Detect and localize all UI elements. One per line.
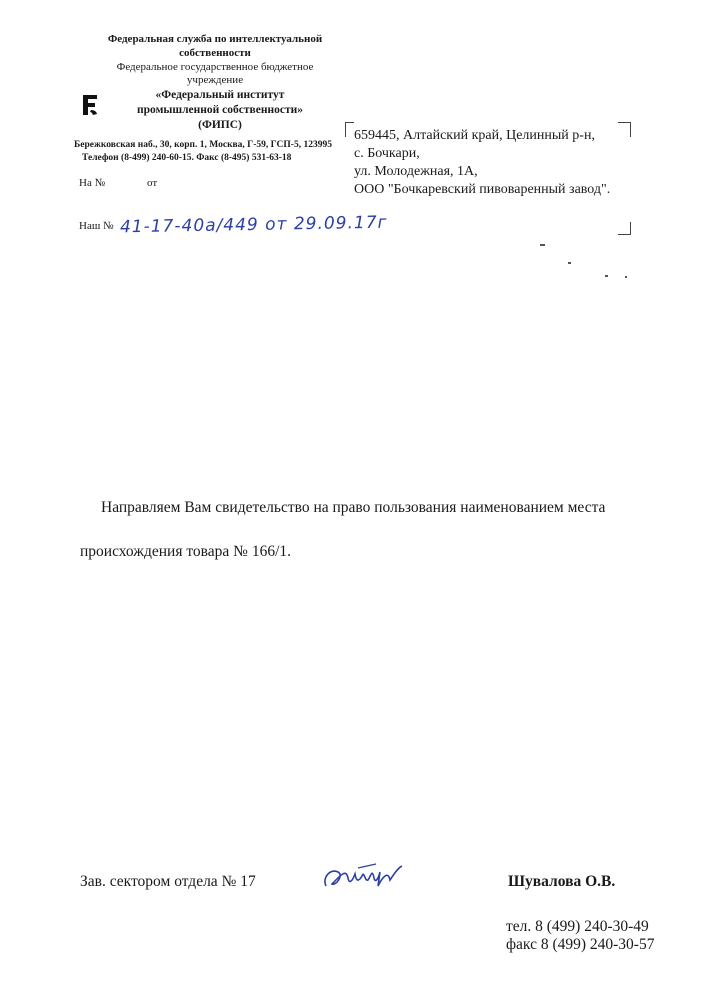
letterhead-line: Федеральная служба по интеллектуальной <box>107 33 323 45</box>
scan-speck <box>605 275 608 277</box>
letterhead-line: собственности <box>179 47 251 59</box>
ot-label: от <box>147 177 158 189</box>
signer-phone: тел. 8 (499) 240-30-49 <box>506 918 649 935</box>
address-bracket-bottom-right <box>618 222 631 235</box>
handwritten-signature-icon <box>318 856 408 896</box>
letterhead-line: «Федеральный институт <box>155 89 285 101</box>
letterhead-line: (ФИПС) <box>198 119 242 131</box>
recipient-line: ООО "Бочкаревский пивоваренный завод". <box>354 182 611 197</box>
fips-logo-icon <box>80 92 100 118</box>
recipient-line: 659445, Алтайский край, Целинный р-н, <box>354 128 595 143</box>
letterhead-address: Бережковская наб., 30, корп. 1, Москва, Г-59, ГСП-5, 123995 <box>74 140 332 150</box>
scan-speck <box>568 262 571 264</box>
recipient-line: ул. Молодежная, 1А, <box>354 164 478 179</box>
recipient-line: с. Бочкари, <box>354 146 420 161</box>
letterhead-line: Федеральное государственное бюджетное <box>116 61 314 73</box>
signer-name: Шувалова О.В. <box>508 873 616 890</box>
na-label: На № <box>79 177 106 189</box>
address-bracket-top-left <box>345 122 354 137</box>
signer-position: Зав. сектором отдела № 17 <box>80 873 256 890</box>
letterhead-line: учреждение <box>186 74 244 86</box>
body-line-2: происхождения товара № 166/1. <box>80 543 292 560</box>
signer-fax: факс 8 (499) 240-30-57 <box>506 936 655 953</box>
scan-speck <box>625 276 627 278</box>
nash-number-handwritten: 41-17-40а/449 от 29.09.17г <box>119 212 388 238</box>
letterhead-line: промышленной собственности» <box>137 104 303 116</box>
address-bracket-top-right <box>618 122 631 137</box>
nash-label: Наш № <box>79 220 114 232</box>
scan-speck <box>540 244 545 246</box>
body-line-1: Направляем Вам свидетельство на право пользования наименованием места <box>101 499 606 516</box>
letterhead-phone: Телефон (8-499) 240-60-15. Факс (8-495) 531-63-18 <box>82 153 292 163</box>
